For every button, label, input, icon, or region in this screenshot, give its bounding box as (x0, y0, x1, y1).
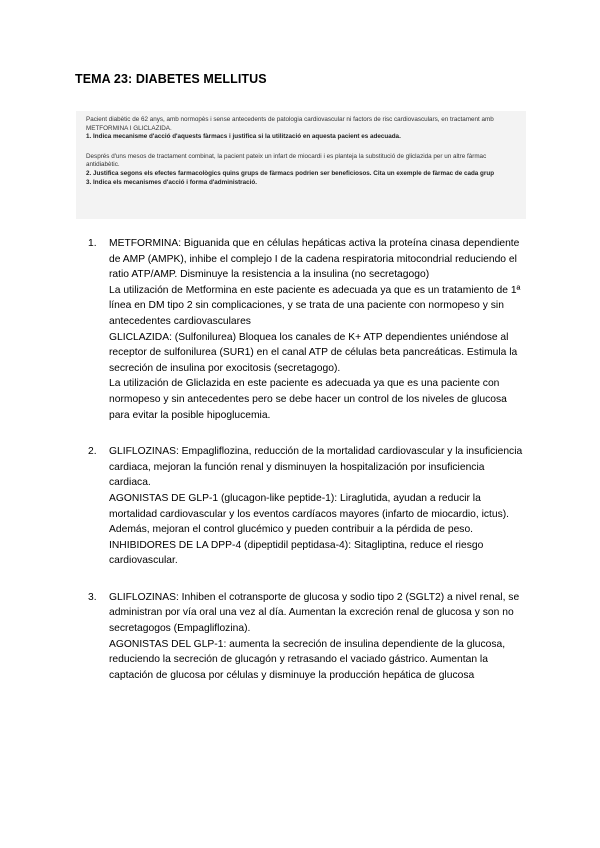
answer-number: 3. (88, 591, 97, 603)
answer-number: 2. (88, 446, 97, 458)
case-question-3: 3. Indica els mecanismes d'acció i forma d'administració. (86, 178, 257, 186)
answer-list (88, 236, 528, 683)
answer-paragraph: INHIBIDORES DE LA DPP-4 (dipeptidil peptidasa-4): Sitagliptina, reduce el riesgo cardiovascular. (109, 539, 484, 567)
answer-paragraph: La utilización de Metformina en este paciente es adecuada ya que es un tratamiento de 1ª línea en DM tipo 2 sin complicaciones, y se trata de una paciente con normopeso y sin antecedentes cardiovasculares (109, 284, 521, 327)
answer-paragraph: GLICLAZIDA: (Sulfonilurea) Bloquea los canales de K+ ATP dependientes uniéndose al receptor de sulfonilurea (SUR1) en el canal ATP de células beta pancreáticas. Estimula la secreción de insulina por exocitosis (secretagogo). (109, 331, 518, 374)
answer-paragraph: GLIFLOZINAS: Empagliflozina, reducción de la mortalidad cardiovascular y la insuficiencia cardiaca, mejoran la función renal y disminuyen la hospitalización por insuficiencia cardiaca. (109, 446, 523, 489)
answer-item (88, 444, 528, 569)
answer-item (88, 590, 528, 684)
case-question-2: 2. Justifica segons els efectes farmacològics quins grups de fàrmacs podrien ser beneficiosos. Cita un exemple de fàrmac de cada grup (86, 169, 495, 177)
case-statement-image (76, 111, 526, 219)
answer-paragraph: METFORMINA: Biguanida que en células hepáticas activa la proteína cinasa dependiente de AMP (AMPK), inhibe el complejo I de la cadena respiratoria mitocondrial reduciendo el ratio ATP/AMP. Disminuye la resistencia a la insulina (no secretagogo) (109, 238, 520, 281)
case-question-1: 1. Indica mecanisme d'acció d'aquests fàrmacs i justifica si la utilització en aquesta pacient es adecuada. (86, 133, 401, 141)
answer-paragraph: GLIFLOZINAS: Inhiben el cotransporte de glucosa y sodio tipo 2 (SGLT2) a nivel renal, se administran por vía oral una vez al día. Aumentan la excreción renal de glucosa y son no secretagogos (Empagliflozina). (109, 591, 520, 635)
answer-item (88, 236, 528, 423)
case-statement (86, 116, 518, 187)
document-title: TEMA 23: DIABETES MELLITUS (75, 72, 267, 86)
case-continuation: Després d'uns mesos de tractament combinat, la pacient pateix un infart de miocardi i es planteja la substitució de gliclazida per un altre fàrmac antidiabètic. (86, 152, 487, 169)
case-intro: Pacient diabètic de 62 anys, amb normopès i sense antecedents de patologia cardiovascular ni factors de risc cardiovasculars, en tractament amb METFORMINA I GLICLAZIDA. (86, 116, 494, 132)
answer-number: 1. (88, 238, 97, 249)
answer-paragraph: AGONISTAS DE GLP-1 (glucagon-like peptide-1): Liraglutida, ayudan a reducir la mortalidad cardiovascular y los eventos cardíacos mayores (infarto de miocardio, ictus). Además, mejoran el control glucémico y pueden contribuir a la pérdida de peso. (109, 492, 510, 536)
answer-paragraph: La utilización de Gliclazida en este paciente es adecuada ya que es una paciente con normopeso y sin antecedentes pero se debe hacer un control de los niveles de glucosa para evitar la posible hipoglucemia. (109, 378, 507, 421)
answer-paragraph: AGONISTAS DEL GLP-1: aumenta la secreción de insulina dependiente de la glucosa, reduciendo la secreción de glucagón y retrasando el vaciado gástrico. Aumentan la captación de glucosa por células y disminuye la producción hepática de glucosa (109, 638, 506, 681)
